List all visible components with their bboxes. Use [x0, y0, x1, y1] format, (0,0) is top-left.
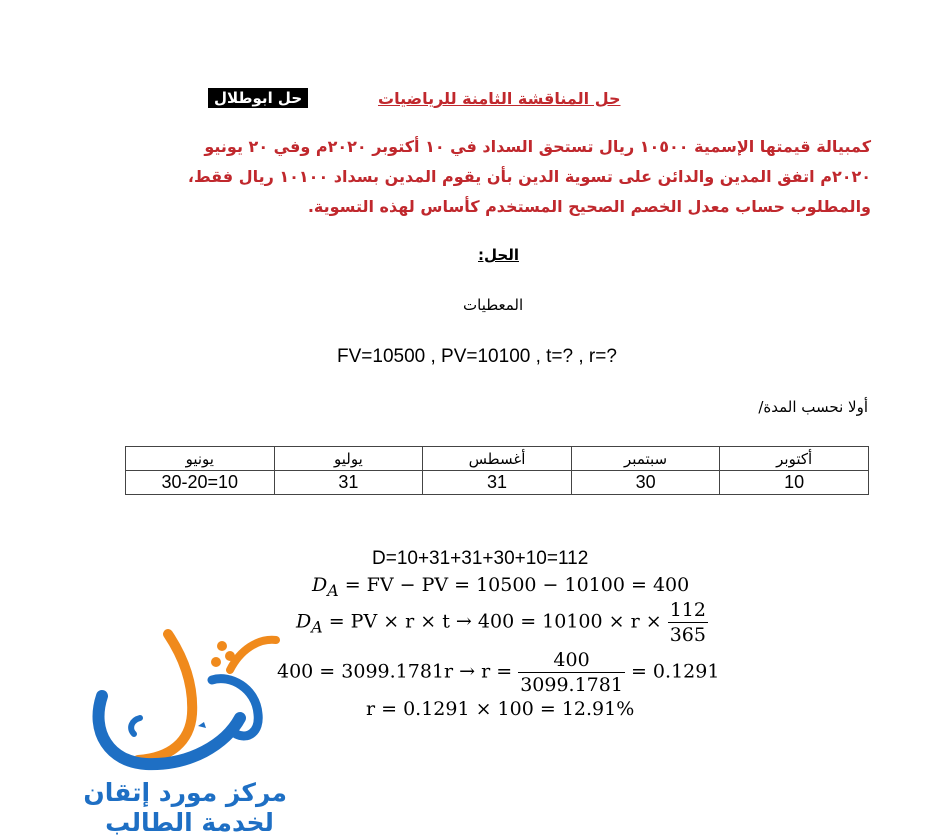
- rate-percent-equation: r = 0.1291 × 100 = 12.91%: [366, 698, 635, 720]
- logo-mark: [80, 622, 290, 780]
- symbol-d: D: [296, 610, 312, 633]
- solution-label: الحل:: [478, 246, 519, 264]
- brand-name-line1: مركز مورد إتقان: [83, 778, 287, 807]
- table-cell: 30-20=10: [126, 471, 275, 495]
- step-duration-label: أولا نحسب المدة/: [758, 398, 868, 416]
- table-cell: 31: [423, 471, 572, 495]
- discount-amount-equation: [312, 574, 689, 600]
- fraction-denominator: 3099.1781: [520, 674, 623, 696]
- itqan-logo: [80, 622, 290, 780]
- table-cell: سبتمبر: [571, 447, 720, 471]
- time-fraction: [668, 598, 708, 647]
- table-cell: 31: [274, 471, 423, 495]
- fraction-numerator: 112: [669, 599, 706, 621]
- table-cell: 10: [720, 471, 869, 495]
- fraction-denominator: 365: [669, 624, 706, 646]
- table-cell: يوليو: [274, 447, 423, 471]
- equation-rest: = FV − PV = 10500 − 10100 = 400: [338, 574, 690, 596]
- days-sum-equation: D=10+31+31+30+10=112: [372, 548, 589, 569]
- table-cell: أكتوبر: [720, 447, 869, 471]
- givens-line: FV=10500 , PV=10100 , t=? , r=?: [337, 346, 617, 367]
- table-row: [126, 471, 869, 495]
- document-title: حل المناقشة الثامنة للرياضيات: [378, 89, 621, 108]
- problem-line: والمطلوب حساب معدل الخصم الصحيح المستخدم كأساس لهذه التسوية.: [307, 197, 871, 216]
- problem-statement: [111, 132, 871, 222]
- days-table: [125, 446, 869, 495]
- fraction-numerator: 400: [518, 648, 625, 673]
- discount-formula-equation: [296, 598, 708, 647]
- rate-fraction: [518, 648, 625, 697]
- equation-post: = 0.1291: [624, 660, 720, 683]
- table-cell: يونيو: [126, 447, 275, 471]
- problem-line: ٢٠٢٠م اتفق المدين والدائن على تسوية الدين بأن يقوم المدين بسداد ١٠١٠٠ ريال فقط،: [187, 167, 871, 186]
- rate-solve-equation: [277, 648, 719, 697]
- symbol-d: D: [312, 574, 328, 596]
- problem-line: كمبيالة قيمتها الإسمية ١٠٥٠٠ ريال تستحق السداد في ١٠ أكتوبر ٢٠٢٠م وفي ٢٠ يونيو: [204, 137, 871, 156]
- table-cell: أغسطس: [423, 447, 572, 471]
- author-tag: حل ابوطلال: [208, 88, 308, 108]
- brand-name-line2: لخدمة الطالب: [105, 808, 274, 837]
- subscript-a: A: [327, 580, 339, 600]
- equation-pre: 400 = 3099.1781r → r =: [277, 660, 519, 683]
- subscript-a: A: [311, 617, 323, 637]
- equation-rest: = PV × r × t → 400 = 10100 × r ×: [322, 610, 668, 633]
- table-cell: 30: [571, 471, 720, 495]
- givens-label: المعطيات: [463, 296, 524, 314]
- table-header-row: [126, 447, 869, 471]
